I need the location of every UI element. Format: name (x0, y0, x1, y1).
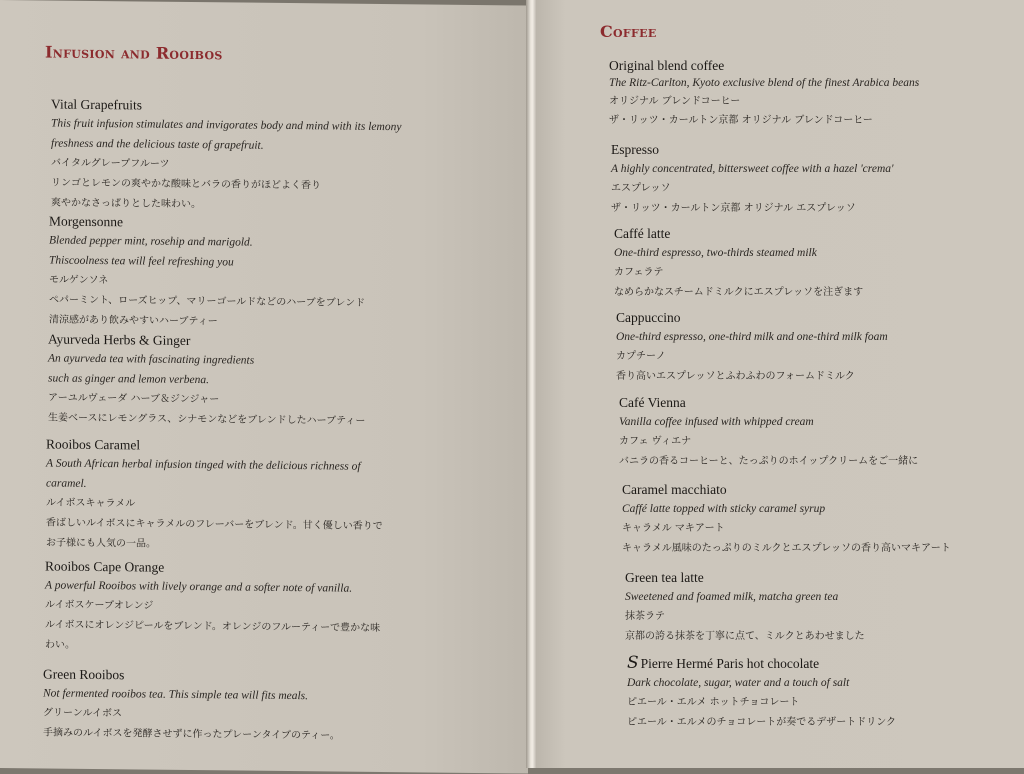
item-description: Caffé latte topped with sticky caramel syrup (622, 503, 826, 515)
item-name: Café Vienna (619, 395, 686, 410)
item-name: S Pierre Hermé Paris hot chocolate (627, 653, 820, 673)
menu-item (614, 224, 863, 303)
item-japanese: カフェラテ なめらかなスチームドミルクにエスプレッソを注ぎます (614, 267, 864, 298)
section-title-coffee: Coffee (600, 22, 657, 41)
item-description: Not fermented rooibos tea. This simple tea will fits meals. (43, 687, 309, 703)
item-japanese: バイタルグレープフルーツ リンゴとレモンの爽やかな酸味とバラの香りがほどよく香り 爽やかなさっぱりとした味わい。 (51, 157, 321, 211)
right-page (536, 0, 1024, 768)
item-description: Vanilla coffee infused with whipped cream (619, 416, 814, 428)
item-description: One-third espresso, two-thirds steamed milk (614, 247, 817, 259)
item-description: One-third espresso, one-third milk and one-third milk foam (616, 331, 888, 343)
menu-item (627, 654, 896, 733)
menu-item (46, 434, 383, 557)
item-name: Green Rooibos (43, 666, 125, 683)
item-japanese: アーユルヴェーダ ハーブ＆ジンジャー 生姜ベースにレモングラス、シナモンなどをブレンドしたハーブティー (48, 392, 366, 427)
item-description: A South African herbal infusion tinged with the delicious richness of caramel. (46, 457, 361, 490)
menu-item (45, 556, 380, 659)
item-japanese: カフェ ヴィエナ バニラの香るコーヒーと、たっぷりのホイップクリームをご一緒に (619, 436, 919, 467)
item-japanese: キャラメル マキアート キャラメル風味のたっぷりのミルクとエスプレッソの香り高いマキアート (622, 523, 951, 554)
item-name: Ayurveda Herbs & Ginger (48, 331, 191, 348)
item-name: Rooibos Cape Orange (45, 558, 165, 575)
item-japanese: ピエール・エルメ ホットチョコレート ピエール・エルメのチョコレートが奏でるデザートドリンク (627, 697, 896, 728)
pierre-herme-logo: S (627, 653, 639, 673)
item-name: Caffé latte (614, 226, 671, 241)
item-name: Cappuccino (616, 310, 681, 325)
menu-item (48, 330, 365, 432)
item-name: Green tea latte (625, 570, 704, 585)
section-title-infusion: Infusion and Rooibos (45, 42, 223, 64)
menu-item (625, 568, 865, 647)
menu-item (622, 480, 951, 559)
item-japanese: ルイボスキャラメル 香ばしいルイボスにキャラメルのフレーバーをブレンド。甘く優しい香りで お子様にも人気の一品。 (46, 497, 383, 550)
menu-item (43, 664, 340, 746)
menu-item (51, 95, 401, 218)
menu-item (616, 308, 888, 387)
item-name: Caramel macchiato (622, 482, 727, 497)
item-name: Morgensonne (49, 213, 123, 230)
item-name: Original blend coffee (609, 58, 725, 73)
item-description: Sweetened and foamed milk, matcha green tea (625, 591, 839, 603)
item-japanese: モルゲンソネ ペパーミント、ローズヒップ、マリーゴールドなどのハーブをブレンド 清涼感があり飲みやすいハーブティー (49, 274, 366, 328)
item-name: Rooibos Caramel (46, 436, 141, 453)
menu-item (611, 140, 893, 219)
item-japanese: オリジナル ブレンドコーヒー ザ・リッツ・カールトン京都 オリジナル ブレンドコーヒー (609, 96, 873, 126)
item-japanese: エスプレッソ ザ・リッツ・カールトン京都 オリジナル エスプレッソ (611, 183, 856, 214)
menu-item (619, 393, 918, 472)
item-japanese: 抹茶ラテ 京都の誇る抹茶を丁寧に点て、ミルクとあわせました (625, 611, 865, 642)
item-description: Blended pepper mint, rosehip and marigold. Thiscoolness tea will feel refreshing you (49, 234, 253, 269)
menu-item (609, 56, 919, 130)
item-description: Dark chocolate, sugar, water and a touch of salt (627, 677, 850, 689)
item-name: Espresso (611, 142, 659, 157)
item-description: An ayurveda tea with fascinating ingredients such as ginger and lemon verbena. (48, 352, 255, 387)
item-description: The Ritz-Carlton, Kyoto exclusive blend of the finest Arabica beans (609, 77, 920, 89)
item-japanese: ルイボスケープオレンジ ルイボスにオレンジピールをブレンド。オレンジのフルーティーで豊かな味 わい。 (45, 599, 381, 651)
menu-item (49, 212, 365, 334)
item-description: A powerful Rooibos with lively orange and a softer note of vanilla. (45, 579, 353, 595)
item-name: Vital Grapefruits (51, 96, 143, 113)
item-description: This fruit infusion stimulates and invigorates body and mind with its lemony freshness and the delicious taste of grapefruit. (51, 117, 402, 152)
item-description: A highly concentrated, bittersweet coffee with a hazel 'crema' (611, 163, 894, 175)
item-japanese: カプチーノ 香り高いエスプレッソとふわふわのフォームドミルク (616, 351, 855, 382)
item-japanese: グリーンルイボス 手摘みのルイボスを発酵させずに作ったプレーンタイプのティー。 (43, 707, 340, 742)
